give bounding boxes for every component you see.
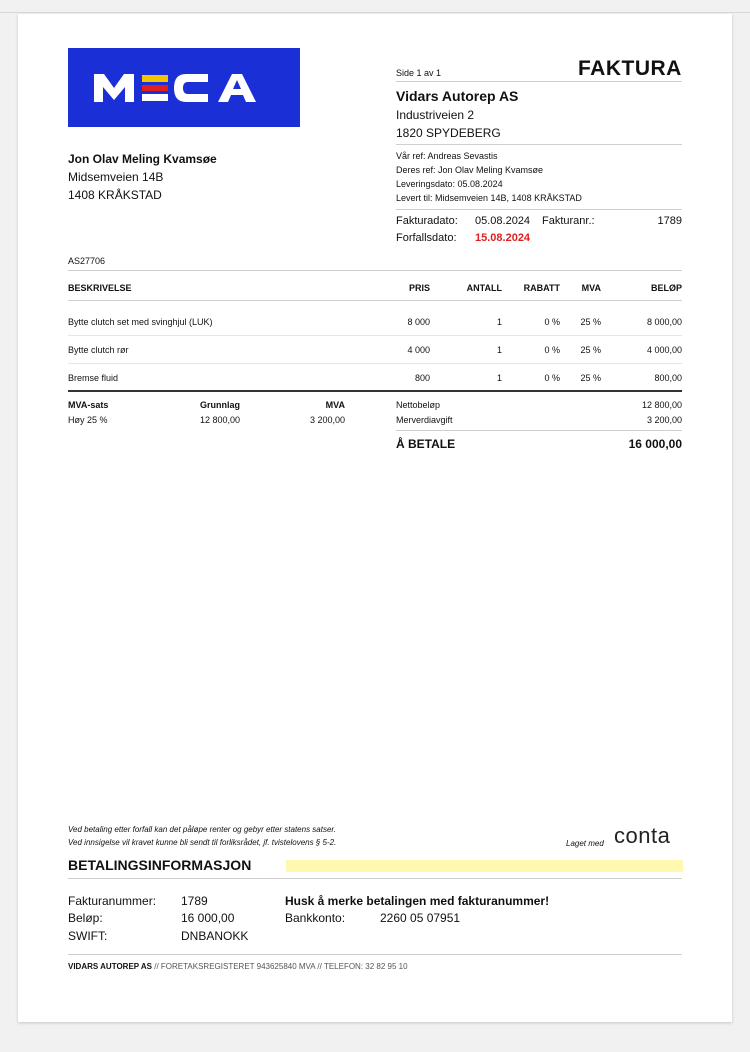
seller-address-line1: Industriveien 2: [396, 108, 475, 122]
line-item-discount: 0 %: [544, 317, 560, 327]
top-divider: [0, 12, 750, 13]
vat-base-header: Grunnlag: [200, 400, 240, 410]
delivered-to: Levert til: Midsemveien 14B, 1408 KRÅKSTAD: [396, 193, 582, 203]
customer-name: Jon Olav Meling Kvamsøe: [68, 152, 217, 166]
page-info: Side 1 av 1: [396, 68, 442, 78]
line-item-price: 4 000: [407, 345, 430, 355]
bank-account-label: Bankkonto:: [285, 911, 346, 925]
divider: [396, 144, 682, 145]
payment-amount-label: Beløp:: [68, 911, 103, 925]
vat-rate: Høy 25 %: [68, 415, 108, 425]
divider: [396, 430, 682, 431]
due-date-label: Forfallsdato:: [396, 232, 457, 244]
due-date: 15.08.2024: [475, 232, 531, 244]
divider: [68, 270, 682, 271]
column-header-description: BESKRIVELSE: [68, 283, 132, 293]
payment-invoice-number-label: Fakturanummer:: [68, 894, 157, 908]
invoice-date-label: Fakturadato:: [396, 215, 458, 227]
heading-highlight: [286, 860, 683, 872]
invoice-number: 1789: [657, 215, 682, 227]
swift-code: DNBANOKK: [181, 929, 249, 943]
line-item-quantity: 1: [496, 345, 502, 355]
row-divider: [68, 335, 682, 336]
payment-heading: BETALINGSINFORMASJON: [68, 857, 252, 873]
line-item-quantity: 1: [496, 317, 502, 327]
column-header-quantity: ANTALL: [466, 283, 502, 293]
invoice-page: [18, 14, 732, 1022]
row-divider: [68, 363, 682, 364]
invoice-date: 05.08.2024: [475, 215, 531, 227]
vat-total: 3 200,00: [646, 415, 682, 425]
customer-address-line1: Midsemveien 14B: [68, 170, 164, 184]
vat-amount-header: MVA: [325, 400, 345, 410]
vat-base: 12 800,00: [200, 415, 241, 425]
line-item-price: 800: [414, 373, 430, 383]
column-header-vat: MVA: [581, 283, 601, 293]
divider: [68, 300, 682, 301]
delivery-date: Leveringsdato: 05.08.2024: [396, 179, 503, 189]
divider: [68, 878, 682, 879]
invoice-number-label: Fakturanr.:: [542, 215, 595, 227]
table-bottom-divider: [68, 390, 682, 392]
divider: [396, 209, 682, 210]
meca-logo: [68, 48, 300, 127]
line-item-vat: 25 %: [580, 345, 601, 355]
payment-reminder: Husk å merke betalingen med fakturanummer!: [285, 894, 550, 908]
line-item-vat: 25 %: [580, 317, 601, 327]
line-item-amount: 800,00: [654, 373, 682, 383]
amount-due-label: Å BETALE: [396, 437, 456, 451]
column-header-amount: BELØP: [650, 283, 682, 293]
column-header-discount: RABATT: [523, 283, 560, 293]
line-item-discount: 0 %: [544, 345, 560, 355]
payment-amount: 16 000,00: [181, 911, 235, 925]
line-item-quantity: 1: [496, 373, 502, 383]
footer: [68, 962, 408, 971]
your-reference: Deres ref: Jon Olav Meling Kvamsøe: [396, 165, 544, 175]
vat-rate-header: MVA-sats: [68, 400, 109, 410]
line-item-amount: 4 000,00: [646, 345, 682, 355]
vat-total-label: Merverdiavgift: [396, 415, 453, 425]
line-item-vat: 25 %: [580, 373, 601, 383]
swift-label: SWIFT:: [68, 929, 108, 943]
bank-account-number: 2260 05 07951: [380, 911, 461, 925]
document-title: FAKTURA: [578, 57, 682, 80]
column-header-price: PRIS: [408, 283, 430, 293]
payment-invoice-number: 1789: [181, 894, 208, 908]
customer-address-line2: 1408 KRÅKSTAD: [68, 188, 162, 202]
amount-due: 16 000,00: [628, 437, 682, 451]
dispute-notice: Ved innsigelse vil kravet kunne bli sendt til forliksrådet, jf. tvistelovens § 5-2.: [68, 838, 337, 847]
net-amount: 12 800,00: [641, 400, 682, 410]
footer-details: // FORETAKSREGISTERET 943625840 MVA // TELEFON: 32 82 95 10: [152, 962, 408, 971]
made-with-label: Laget med: [566, 839, 604, 848]
line-item-price: 8 000: [407, 317, 430, 327]
vat-amount: 3 200,00: [309, 415, 345, 425]
divider: [68, 954, 682, 955]
customer-id: AS27706: [68, 256, 106, 266]
line-item-amount: 8 000,00: [646, 317, 682, 327]
line-item-description: Bremse fluid: [68, 373, 119, 383]
line-item-discount: 0 %: [544, 373, 560, 383]
our-reference: Vår ref: Andreas Sevastis: [396, 151, 498, 161]
divider: [396, 81, 682, 82]
line-item-description: Bytte clutch rør: [68, 345, 129, 355]
late-payment-notice: Ved betaling etter forfall kan det påløpe renter og gebyr etter statens satser.: [68, 825, 337, 834]
net-amount-label: Nettobeløp: [396, 400, 441, 410]
line-item-description: Bytte clutch set med svinghjul (LUK): [68, 317, 213, 327]
conta-logo: conta: [614, 823, 671, 848]
footer-company: VIDARS AUTOREP AS: [68, 962, 153, 971]
seller-address-line2: 1820 SPYDEBERG: [396, 126, 501, 140]
seller-name: Vidars Autorep AS: [396, 88, 519, 104]
